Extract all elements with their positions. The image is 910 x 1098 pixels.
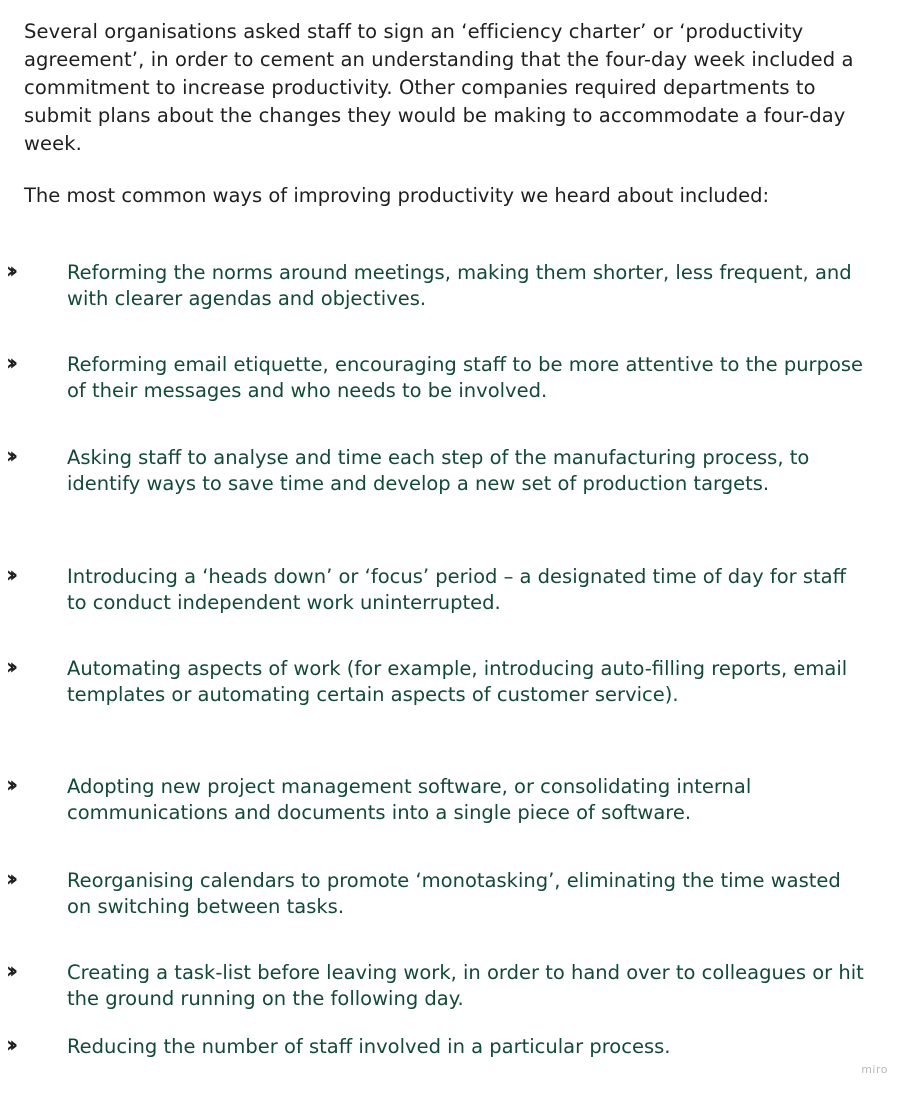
list-item-text: Reorganising calendars to promote ‘monotasking’, eliminating the time wasted on switching between tasks. xyxy=(67,869,841,918)
double-chevron-icon: ›› xyxy=(6,867,13,892)
double-chevron-icon: ›› xyxy=(6,655,13,680)
list-item-text: Automating aspects of work (for example, introducing auto-filling reports, email templates or automating certain aspects of customer service). xyxy=(67,657,848,706)
double-chevron-icon: ›› xyxy=(6,351,13,376)
miro-watermark: miro xyxy=(861,1063,888,1076)
list-item-text: Adopting new project management software, or consolidating internal communications and documents into a single piece of software. xyxy=(67,775,752,824)
double-chevron-icon: ›› xyxy=(6,959,13,984)
list-item-text: Introducing a ‘heads down’ or ‘focus’ period – a designated time of day for staff to conduct independent work uninterrupted. xyxy=(67,565,847,614)
double-chevron-icon: ›› xyxy=(6,1033,13,1058)
double-chevron-icon: ›› xyxy=(6,563,13,588)
list-lead-in: The most common ways of improving productivity we heard about included: xyxy=(24,184,770,207)
list-item-text: Reducing the number of staff involved in a particular process. xyxy=(67,1035,671,1058)
list-item-text: Creating a task-list before leaving work, in order to hand over to colleagues or hit the ground running on the following day. xyxy=(67,961,864,1010)
double-chevron-icon: ›› xyxy=(6,773,13,798)
list-item-text: Reforming email etiquette, encouraging staff to be more attentive to the purpose of their messages and who needs to be involved. xyxy=(67,353,864,402)
list-item-text: Reforming the norms around meetings, making them shorter, less frequent, and with clearer agendas and objectives. xyxy=(67,261,852,310)
list-item-text: Asking staff to analyse and time each step of the manufacturing process, to identify ways to save time and develop a new set of production targets. xyxy=(67,446,810,495)
document-body xyxy=(24,18,886,210)
intro-paragraph: Several organisations asked staff to sign an ‘efficiency charter’ or ‘productivity agreement’, in order to cement an understanding that the four-day week included a commitment to increase productivity. Other companies required departments to submit plans about the changes they would be making to accommodate a four-day week. xyxy=(24,20,854,155)
double-chevron-icon: ›› xyxy=(6,444,13,469)
double-chevron-icon: ›› xyxy=(6,259,13,284)
